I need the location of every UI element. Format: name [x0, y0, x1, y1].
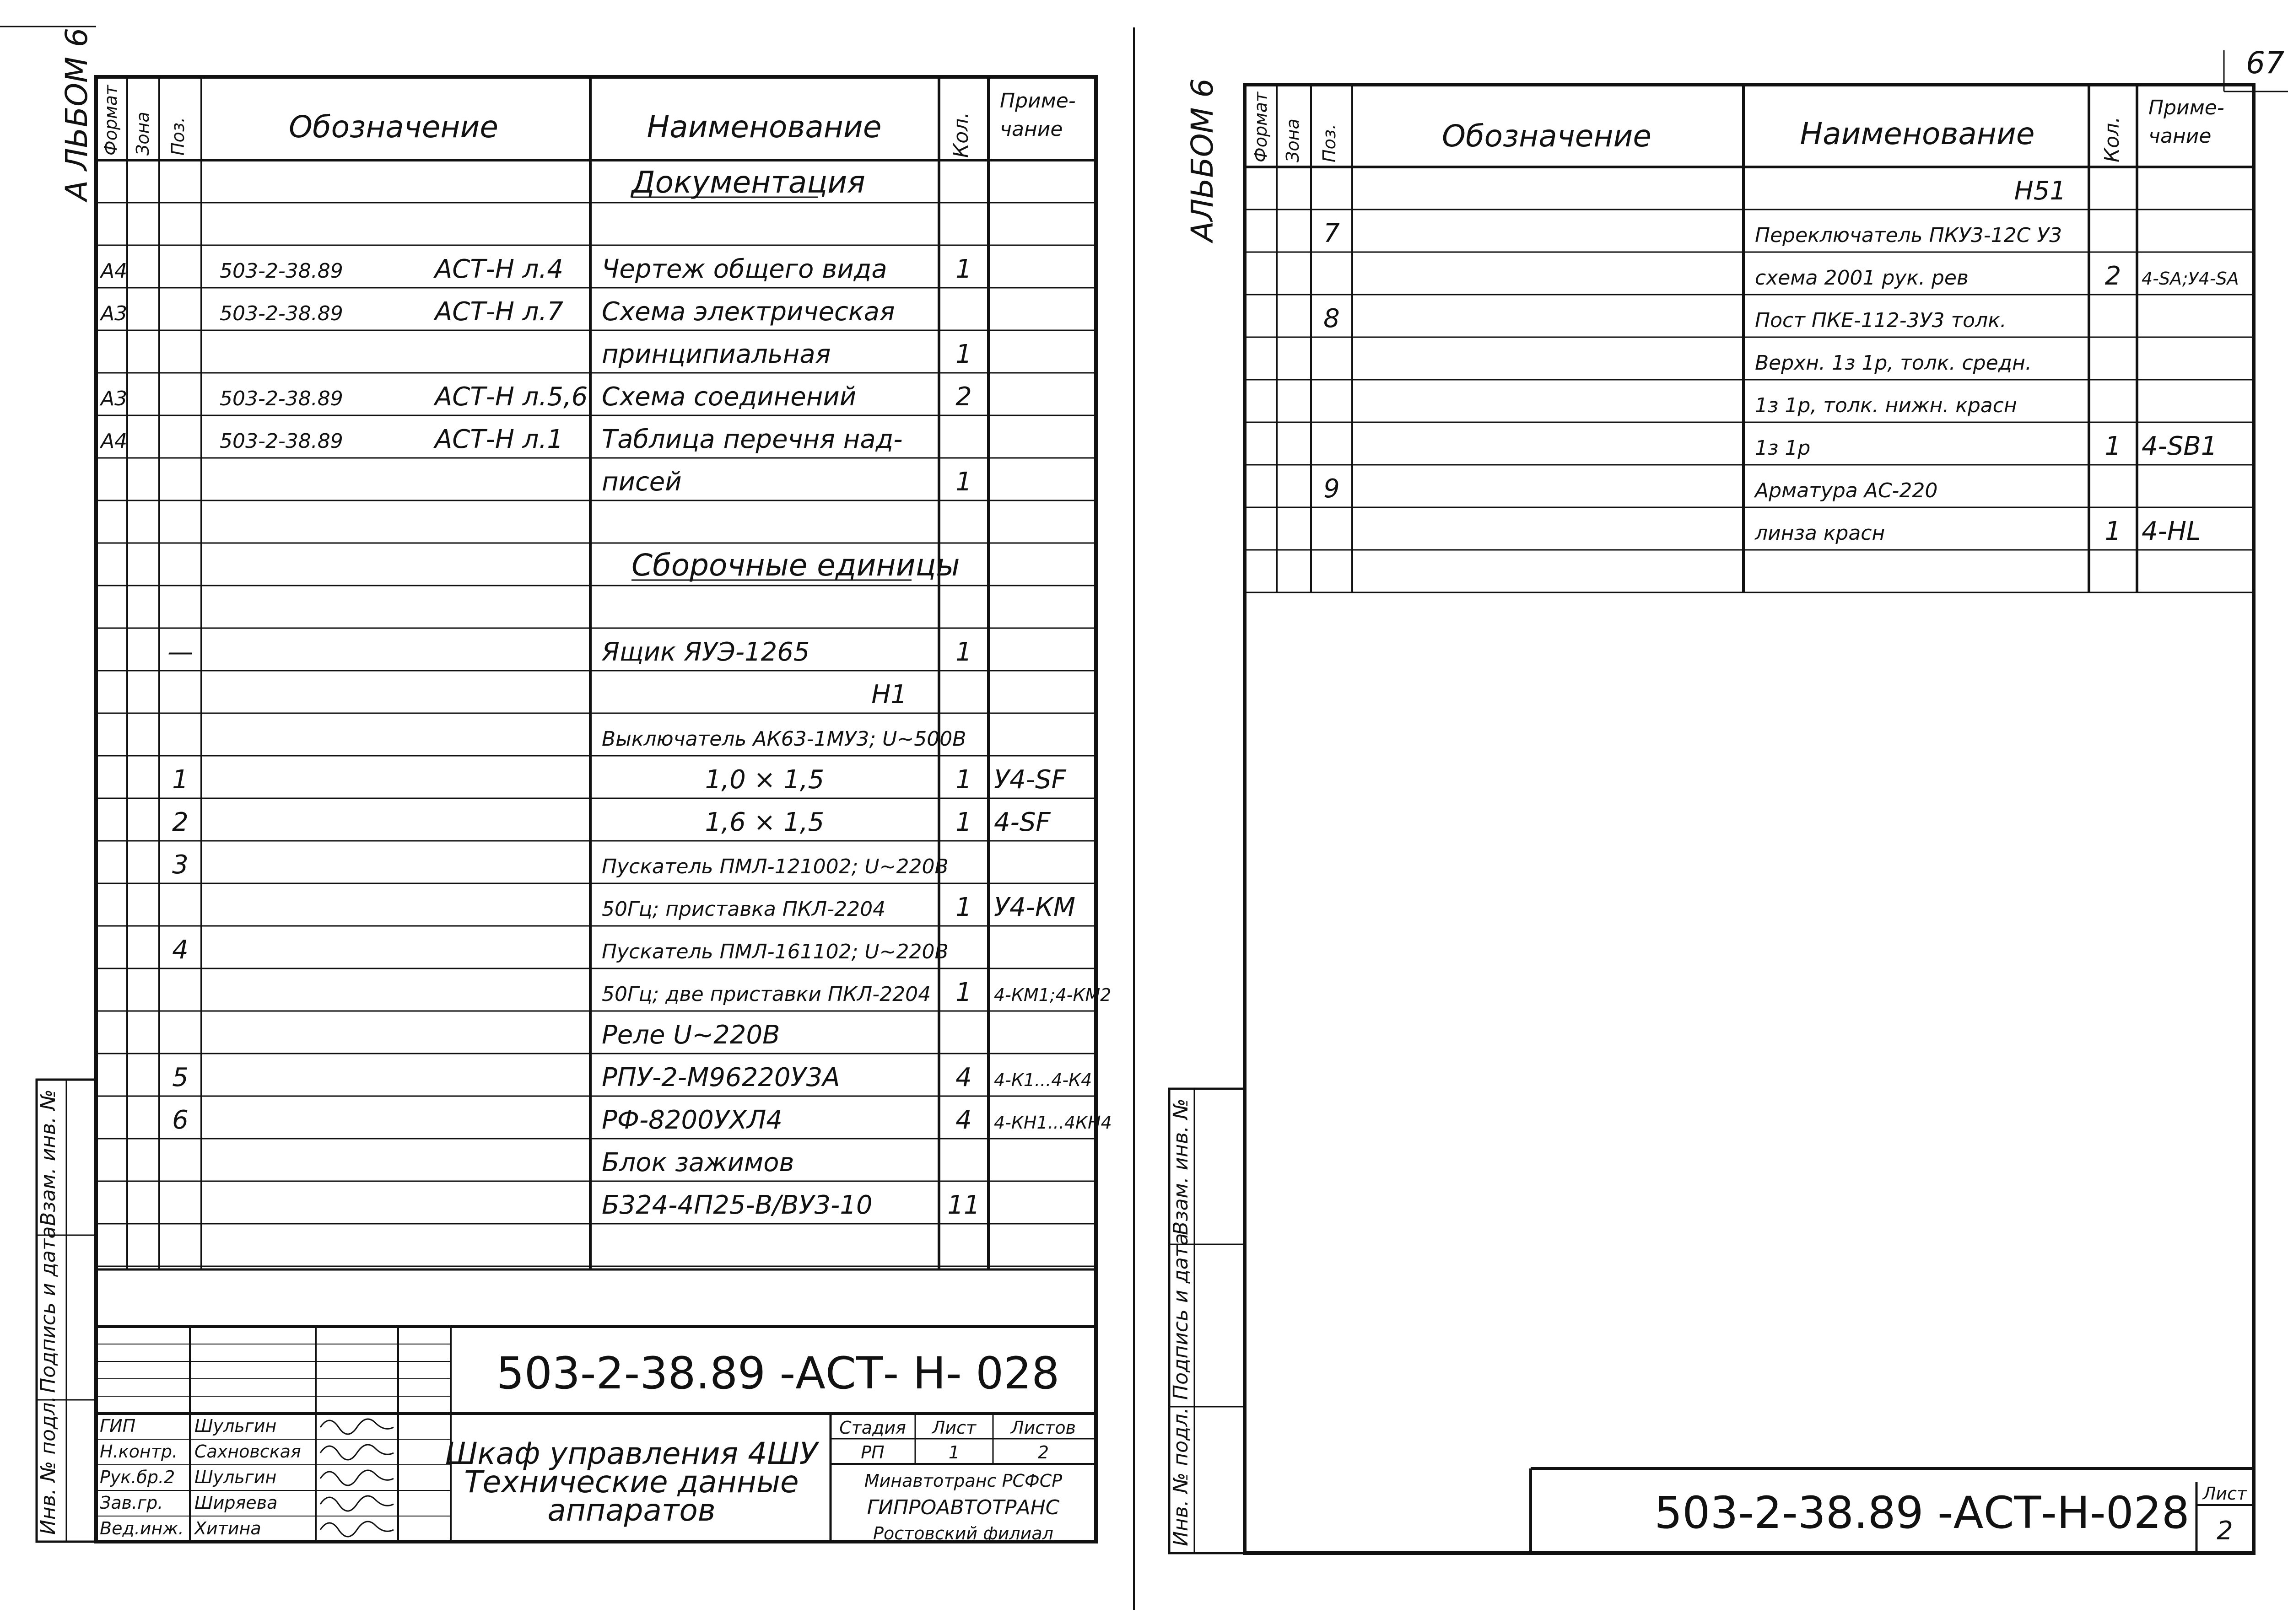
left-row-qty: 1 — [955, 637, 972, 667]
title-block-org-branch: Ростовский филиал — [873, 1523, 1053, 1543]
left-row-name: Схема соединений — [602, 382, 857, 412]
title-block-stage: РП — [861, 1442, 885, 1463]
left-row-pos: 2 — [172, 807, 189, 837]
title-block-role: Рук.бр.2 — [100, 1467, 175, 1487]
left-row-note: У4-КМ — [994, 893, 1076, 922]
left-row-sheet: АСТ-Н л.5,6 — [435, 382, 588, 412]
right-sheet-frame — [1245, 85, 2254, 1553]
title-block-name: Шульгин — [194, 1467, 277, 1487]
right-row-note: 4-SB1 — [2142, 431, 2218, 461]
left-row-name: писей — [602, 467, 682, 497]
left-row-format: А4 — [101, 430, 128, 453]
handwritten-signature — [320, 1419, 394, 1434]
left-row-note: 4-К1...4-К4 — [994, 1070, 1092, 1090]
right-header-zone: Зона — [1283, 118, 1303, 162]
right-header-name: Наименование — [1800, 116, 2035, 151]
left-row-name: принципиальная — [602, 339, 831, 369]
left-row-note: 4-SF — [994, 807, 1051, 837]
left-row-sheet: АСТ-Н л.1 — [435, 425, 563, 454]
title-block-name: Шульгин — [194, 1416, 277, 1436]
title-block-name: Ширяева — [194, 1493, 278, 1513]
left-row-format: А3 — [101, 387, 128, 410]
right-row-qty: 1 — [2105, 516, 2121, 546]
left-row-designation: 503-2-38.89 — [220, 259, 343, 283]
left-row-name: Чертеж общего вида — [602, 254, 887, 284]
left-row-name: Н1 — [871, 680, 907, 710]
left-side-label-replace: Взам. инв. № — [37, 1089, 60, 1226]
right-header-qty: Кол. — [2100, 116, 2124, 162]
title-block-org-name: ГИПРОАВТОТРАНС — [867, 1496, 1060, 1519]
left-row-qty: 4 — [955, 1063, 972, 1092]
left-side-label-inventory: Инв. № подл. — [37, 1396, 60, 1535]
left-row-qty: 1 — [955, 467, 972, 497]
title-block-sheet: 1 — [948, 1442, 960, 1463]
left-row-name: Сборочные единицы — [631, 548, 960, 583]
left-header-name: Наименование — [647, 109, 882, 145]
left-album-label: А ЛЬБОМ 6 — [59, 27, 94, 201]
title-block-role: Зав.гр. — [100, 1493, 163, 1513]
left-row-note: 4-КН1...4КН4 — [994, 1113, 1112, 1133]
left-row-note: 4-КМ1;4-КМ2 — [994, 985, 1112, 1005]
right-row-qty: 2 — [2105, 261, 2121, 291]
right-row-pos: 8 — [1323, 304, 1340, 333]
title-block-role: Вед.инж. — [100, 1518, 184, 1538]
left-header-designation: Обозначение — [289, 109, 498, 145]
left-row-name: Реле U~220В — [602, 1020, 780, 1050]
left-row-pos: 3 — [172, 850, 189, 880]
left-row-name: Документация — [631, 165, 865, 200]
title-block-sheets-label: Листов — [1011, 1418, 1076, 1438]
right-row-name: схема 2001 рук. рев — [1755, 266, 1969, 290]
right-row-qty: 1 — [2105, 431, 2121, 461]
right-footer-sheet: 2 — [2217, 1516, 2233, 1546]
left-row-format: А4 — [101, 259, 128, 283]
handwritten-signature — [320, 1445, 394, 1460]
right-side-label-signature: Подпись и дата — [1169, 1233, 1193, 1400]
page-number: 67 — [2246, 45, 2284, 81]
left-sheet-frame — [96, 77, 1096, 1542]
left-row-qty: 2 — [955, 382, 972, 412]
left-row-qty: 4 — [955, 1105, 972, 1135]
right-side-label-inventory: Инв. № подл. — [1169, 1407, 1193, 1546]
right-footer-sheet-label: Лист — [2202, 1484, 2247, 1504]
title-block-org: Минавтотранс РСФСР — [864, 1471, 1063, 1491]
right-header-designation: Обозначение — [1442, 118, 1651, 154]
title-block-role: ГИП — [100, 1416, 136, 1436]
left-row-qty: 1 — [955, 893, 972, 922]
handwritten-signature — [320, 1522, 394, 1537]
left-row-qty: 1 — [955, 339, 972, 369]
right-row-note: 4-HL — [2142, 516, 2201, 546]
title-block-sheets: 2 — [1037, 1442, 1049, 1463]
right-row-name: 1з 1р, толк. нижн. красн — [1755, 394, 2017, 417]
left-row-name: 50Гц; две приставки ПКЛ-2204 — [602, 983, 931, 1006]
right-row-pos: 7 — [1323, 219, 1340, 248]
left-row-pos: 5 — [172, 1063, 189, 1092]
right-row-pos: 9 — [1323, 474, 1340, 504]
left-row-name: Ящик ЯУЭ-1265 — [602, 637, 810, 667]
left-row-sheet: АСТ-Н л.7 — [435, 297, 563, 327]
right-header-format: Формат — [1251, 91, 1271, 162]
right-row-name: Арматура АС-220 — [1755, 479, 1938, 502]
left-header-pos: Поз. — [168, 117, 188, 156]
left-header-note: Приме-чание — [1000, 89, 1076, 141]
left-row-pos: 1 — [172, 765, 189, 795]
title-block-name: Сахновская — [194, 1441, 301, 1462]
left-row-designation: 503-2-38.89 — [220, 430, 343, 453]
left-row-pos: 4 — [172, 935, 189, 965]
left-side-label-signature: Подпись и дата — [37, 1226, 60, 1393]
left-row-qty: 11 — [947, 1190, 980, 1220]
left-row-pos: — — [167, 637, 193, 667]
right-row-name: Переключатель ПКУ3-12С У3 — [1755, 224, 2062, 247]
left-row-qty: 1 — [955, 978, 972, 1007]
left-row-name: 1,6 × 1,5 — [705, 807, 825, 837]
left-row-designation: 503-2-38.89 — [220, 302, 343, 325]
title-block-title: Технические данные — [464, 1464, 799, 1500]
left-row-name: РФ-8200УХЛ4 — [602, 1105, 782, 1135]
handwritten-signature — [320, 1496, 394, 1511]
right-side-label-replace: Взам. инв. № — [1169, 1098, 1193, 1235]
title-block-code: 503-2-38.89 -АСТ- Н- 028 — [496, 1348, 1060, 1399]
right-row-name: Н51 — [2014, 176, 2066, 206]
left-row-name: Пускатель ПМЛ-121002; U~220В — [602, 855, 949, 878]
right-row-name: Пост ПКЕ-112-3У3 толк. — [1755, 309, 2007, 332]
left-row-designation: 503-2-38.89 — [220, 387, 343, 410]
right-row-name: линза красн — [1755, 522, 1885, 545]
right-row-name: Верхн. 1з 1р, толк. средн. — [1755, 351, 2032, 375]
left-row-qty: 1 — [955, 254, 972, 284]
left-row-name: Схема электрическая — [602, 297, 895, 327]
left-header-zone: Зона — [133, 112, 153, 156]
right-header-pos: Поз. — [1319, 124, 1339, 162]
title-block-title: аппаратов — [547, 1493, 716, 1528]
left-row-name: Пускатель ПМЛ-161102; U~220В — [602, 940, 949, 963]
right-header-note: Приме-чание — [2148, 96, 2224, 148]
title-block-sheet-label: Лист — [932, 1418, 977, 1438]
left-row-pos: 6 — [172, 1105, 189, 1135]
left-row-sheet: АСТ-Н л.4 — [435, 254, 563, 284]
left-header-format: Формат — [101, 85, 121, 156]
title-block-stage-label: Стадия — [839, 1418, 906, 1438]
title-block-name: Хитина — [194, 1518, 261, 1538]
right-footer-code: 503-2-38.89 -АСТ-Н-028 — [1654, 1487, 2190, 1538]
left-row-name: Таблица перечня над- — [602, 425, 903, 454]
left-row-qty: 1 — [955, 807, 972, 837]
title-block-role: Н.контр. — [100, 1441, 178, 1462]
left-row-name: 50Гц; приставка ПКЛ-2204 — [602, 898, 886, 921]
right-album-label: АЛЬБОМ 6 — [1185, 78, 1220, 242]
left-row-qty: 1 — [955, 765, 972, 795]
left-row-format: А3 — [101, 302, 128, 325]
title-block-title: Шкаф управления 4ШУ — [445, 1436, 818, 1471]
handwritten-signature — [320, 1470, 394, 1485]
left-header-qty: Кол. — [950, 112, 973, 158]
left-row-name: Б324-4П25-В/ВУ3-10 — [602, 1190, 873, 1220]
right-row-note: 4-SA;У4-SA — [2142, 269, 2239, 289]
left-row-note: У4-SF — [994, 765, 1066, 795]
left-row-name: Блок зажимов — [602, 1148, 794, 1178]
left-row-name: 1,0 × 1,5 — [705, 765, 825, 795]
left-row-name: РПУ-2-М96220У3А — [602, 1063, 840, 1092]
right-row-name: 1з 1р — [1755, 436, 1811, 460]
left-row-name: Выключатель АК63-1МУ3; U~500В — [602, 727, 966, 751]
